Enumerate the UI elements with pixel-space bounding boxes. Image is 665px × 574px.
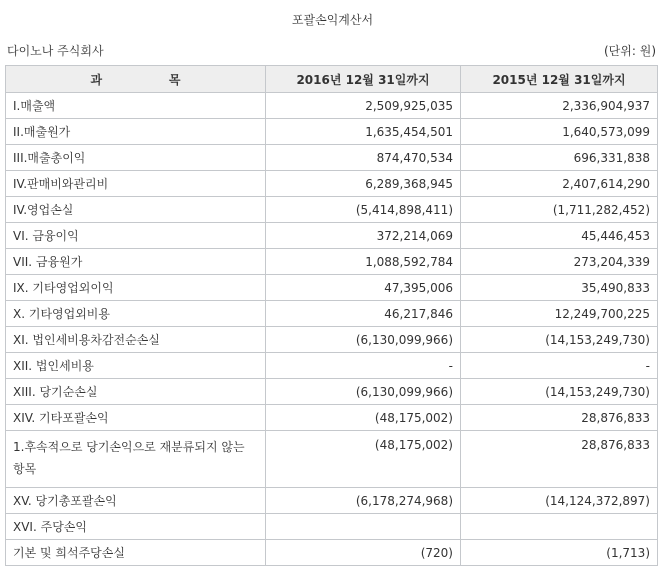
table-row xyxy=(6,379,658,405)
row-label: VI. 금융이익 xyxy=(6,223,266,249)
row-label: I.매출액 xyxy=(6,93,266,119)
value-2015: 12,249,700,225 xyxy=(461,301,658,327)
value-2016: (6,178,274,968) xyxy=(266,488,461,514)
row-label: X. 기타영업외비용 xyxy=(6,301,266,327)
value-2016 xyxy=(266,514,461,540)
value-2016: 372,214,069 xyxy=(266,223,461,249)
value-2016: 2,509,925,035 xyxy=(266,93,461,119)
value-2015: (14,153,249,730) xyxy=(461,327,658,353)
value-2016: (6,130,099,966) xyxy=(266,379,461,405)
table-row xyxy=(6,405,658,431)
table-row xyxy=(6,301,658,327)
value-2015: 28,876,833 xyxy=(461,405,658,431)
value-2016: (6,130,099,966) xyxy=(266,327,461,353)
value-2016: - xyxy=(266,353,461,379)
table-row xyxy=(6,93,658,119)
table-row xyxy=(6,171,658,197)
currency-unit: (단위: 원) xyxy=(604,44,656,58)
value-2016: (5,414,898,411) xyxy=(266,197,461,223)
row-label: XVI. 주당손익 xyxy=(6,514,266,540)
value-2015: (14,124,372,897) xyxy=(461,488,658,514)
value-2015: 2,407,614,290 xyxy=(461,171,658,197)
table-row xyxy=(6,145,658,171)
table-row xyxy=(6,197,658,223)
table-row xyxy=(6,223,658,249)
table-row xyxy=(6,431,658,488)
value-2015: (1,713) xyxy=(461,540,658,566)
value-2015: - xyxy=(461,353,658,379)
value-2015: 28,876,833 xyxy=(461,431,658,488)
row-label: IV.영업손실 xyxy=(6,197,266,223)
row-label: II.매출원가 xyxy=(6,119,266,145)
row-label: XII. 법인세비용 xyxy=(6,353,266,379)
table-row xyxy=(6,353,658,379)
row-label: 1.후속적으로 당기손익으로 재분류되지 않는 항목 xyxy=(6,431,266,488)
row-label: XIII. 당기순손실 xyxy=(6,379,266,405)
value-2016: 47,395,006 xyxy=(266,275,461,301)
company-name: 다이노나 주식회사 xyxy=(7,44,104,58)
value-2016: (48,175,002) xyxy=(266,405,461,431)
table-row xyxy=(6,488,658,514)
value-2016: 46,217,846 xyxy=(266,301,461,327)
value-2016: 874,470,534 xyxy=(266,145,461,171)
income-statement-table xyxy=(5,65,658,566)
table-row xyxy=(6,249,658,275)
table-row xyxy=(6,540,658,566)
table-row xyxy=(6,275,658,301)
table-row xyxy=(6,119,658,145)
row-label: III.매출총이익 xyxy=(6,145,266,171)
value-2016: 1,088,592,784 xyxy=(266,249,461,275)
value-2015: (14,153,249,730) xyxy=(461,379,658,405)
value-2015: 2,336,904,937 xyxy=(461,93,658,119)
row-label: IV.판매비와관리비 xyxy=(6,171,266,197)
row-label: VII. 금융원가 xyxy=(6,249,266,275)
value-2015: 696,331,838 xyxy=(461,145,658,171)
value-2016: (720) xyxy=(266,540,461,566)
header-2016: 2016년 12월 31일까지 xyxy=(266,66,461,93)
row-label: XIV. 기타포괄손익 xyxy=(6,405,266,431)
value-2015: 273,204,339 xyxy=(461,249,658,275)
value-2016: (48,175,002) xyxy=(266,431,461,488)
row-label: IX. 기타영업외이익 xyxy=(6,275,266,301)
statement-title: 포괄손익계산서 xyxy=(291,13,374,27)
table-header-row xyxy=(6,66,658,93)
value-2016: 1,635,454,501 xyxy=(266,119,461,145)
value-2015 xyxy=(461,514,658,540)
table-row xyxy=(6,327,658,353)
value-2015: 45,446,453 xyxy=(461,223,658,249)
table-body xyxy=(6,93,658,566)
row-label: XV. 당기총포괄손익 xyxy=(6,488,266,514)
table-row xyxy=(6,514,658,540)
value-2015: 35,490,833 xyxy=(461,275,658,301)
value-2015: (1,711,282,452) xyxy=(461,197,658,223)
header-account: 과 목 xyxy=(6,66,266,93)
header-2015: 2015년 12월 31일까지 xyxy=(461,66,658,93)
row-label: XI. 법인세비용차감전순손실 xyxy=(6,327,266,353)
row-label: 기본 및 희석주당손실 xyxy=(6,540,266,566)
value-2015: 1,640,573,099 xyxy=(461,119,658,145)
value-2016: 6,289,368,945 xyxy=(266,171,461,197)
